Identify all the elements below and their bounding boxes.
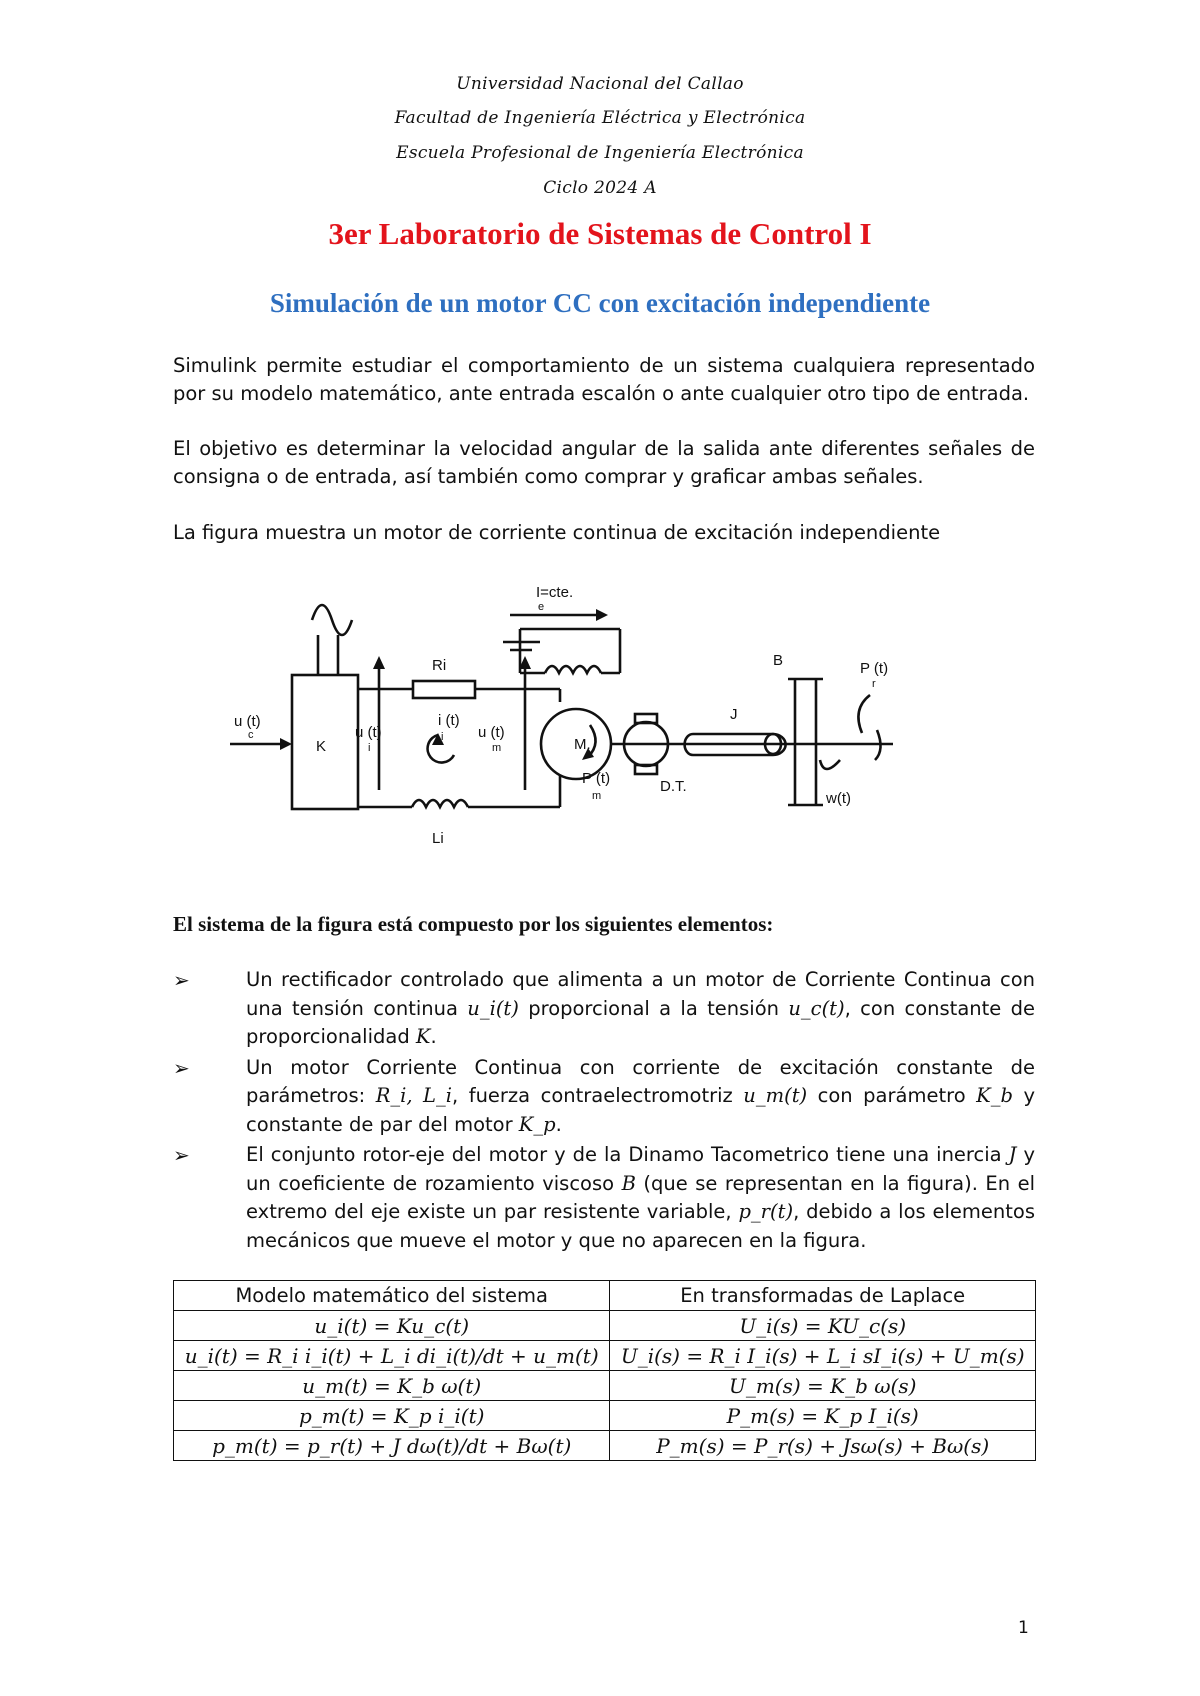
pr-label: P (t) bbox=[860, 660, 889, 677]
math-j: J bbox=[1008, 1143, 1017, 1166]
ie-subscript: e bbox=[538, 601, 545, 613]
arrow-bullet-icon: ➢ bbox=[173, 968, 190, 992]
bullet-text: (que se representan en la figura). En el extremo del eje existe un par resistente variable, bbox=[246, 1171, 1036, 1223]
list-item bbox=[173, 1141, 1035, 1255]
pr-subscript: r bbox=[872, 678, 876, 690]
math-uc: u_c(t) bbox=[788, 996, 845, 1020]
math-um: u_m(t) bbox=[743, 1084, 808, 1107]
inductor-li bbox=[412, 800, 468, 807]
pr-torque-arrow-icon bbox=[858, 695, 870, 733]
column-header-laplace: En transformadas de Laplace bbox=[610, 1281, 1036, 1311]
paragraph-simulink: Simulink permite estudiar el comportamiento de un sistema cualquiera representado por su modelo matemático, ante entrada escalón o ante cualquier otro tipo de entrada. bbox=[173, 354, 1035, 405]
paragraph-objective: El objetivo es determinar la velocidad angular de la salida ante diferentes señales de consigna o de entrada, así también como comprar y graficar ambas señales. bbox=[173, 437, 1035, 488]
w-label: w(t) bbox=[826, 790, 851, 807]
dt-label: D.T. bbox=[660, 778, 687, 795]
ui-label: u (t) bbox=[355, 724, 382, 741]
bullet-text: y constante de par del motor bbox=[246, 1084, 1035, 1136]
j-label: J bbox=[730, 706, 738, 723]
equation-cell: U_i(s) = R_i I_i(s) + L_i sI_i(s) + U_m(s) bbox=[610, 1341, 1036, 1371]
field-winding-icon bbox=[545, 666, 601, 673]
bullet-text: y un coeficiente de rozamiento viscoso bbox=[246, 1143, 1035, 1195]
equation-cell: U_m(s) = K_b ω(s) bbox=[610, 1371, 1036, 1401]
equation-cell: u_i(t) = R_i i_i(t) + L_i di_i(t)/dt + u_m(t) bbox=[174, 1341, 610, 1371]
ii-subscript: i bbox=[441, 731, 444, 743]
omega-arrow-icon bbox=[820, 760, 840, 769]
column-header-time: Modelo matemático del sistema bbox=[174, 1281, 610, 1311]
equation-cell: P_m(s) = P_r(s) + Jsω(s) + Bω(s) bbox=[610, 1431, 1036, 1461]
elements-list bbox=[173, 966, 1035, 1257]
list-item bbox=[173, 1054, 1035, 1140]
equation-cell: U_i(s) = KU_c(s) bbox=[610, 1311, 1036, 1341]
university-name: Universidad Nacional del Callao bbox=[456, 74, 744, 94]
bullet-text: . bbox=[430, 1025, 437, 1048]
list-item bbox=[173, 966, 1035, 1052]
equation-cell: P_m(s) = K_p I_i(s) bbox=[610, 1401, 1036, 1431]
bullet-text: Un rectificador controlado que alimenta a un motor de Corriente Continua con una tensión continua bbox=[246, 968, 1035, 1020]
uc-subscript: c bbox=[248, 729, 254, 741]
arrow-bullet-icon: ➢ bbox=[173, 1143, 190, 1167]
resistor-ri bbox=[413, 681, 475, 698]
rectifier-label: K bbox=[316, 738, 327, 755]
bullet-text: El conjunto rotor-eje del motor y de la Dinamo Tacometrico tiene una inercia bbox=[246, 1143, 1009, 1166]
bullet-text: Un motor Corriente Continua con corriente de excitación constante de parámetros: bbox=[246, 1055, 1035, 1107]
elements-heading: El sistema de la figura está compuesto por los siguientes elementos: bbox=[173, 912, 774, 936]
um-subscript: m bbox=[492, 742, 502, 754]
math-kb: K_b bbox=[976, 1084, 1013, 1107]
equation-cell: u_i(t) = Ku_c(t) bbox=[174, 1311, 610, 1341]
faculty-name: Facultad de Ingeniería Eléctrica y Electrónica bbox=[394, 108, 806, 128]
ie-label: I=cte. bbox=[536, 585, 574, 601]
document-title: 3er Laboratorio de Sistemas de Control I bbox=[328, 216, 872, 251]
dc-motor-diagram bbox=[220, 585, 980, 850]
bullet-text: proporcional a la tensión bbox=[518, 996, 789, 1020]
table-header-row bbox=[174, 1281, 1036, 1311]
ui-subscript: i bbox=[368, 742, 371, 754]
model-equations-table bbox=[173, 1280, 1036, 1461]
cycle-label: Ciclo 2024 A bbox=[543, 178, 657, 198]
b-label: B bbox=[773, 652, 784, 669]
um-label: u (t) bbox=[478, 724, 505, 741]
math-kp: K_p bbox=[518, 1112, 556, 1136]
objective-paragraph bbox=[173, 435, 1035, 491]
ac-source-icon bbox=[312, 605, 352, 635]
table-row bbox=[174, 1401, 1036, 1431]
math-b: B bbox=[621, 1171, 636, 1195]
paragraph-figure-intro: La figura muestra un motor de corriente continua de excitación independiente bbox=[173, 521, 941, 544]
equation-cell: p_m(t) = p_r(t) + J dω(t)/dt + Bω(t) bbox=[174, 1431, 610, 1461]
page-number: 1 bbox=[1018, 1618, 1029, 1638]
math-ri-li: R_i, L_i bbox=[375, 1084, 452, 1107]
bullet-text: , fuerza contraelectromotriz bbox=[452, 1084, 744, 1107]
bullet-text: . bbox=[555, 1112, 562, 1136]
math-pr: p_r(t) bbox=[738, 1200, 794, 1223]
bullet-text: , con constante de proporcionalidad bbox=[246, 996, 1035, 1048]
intro-paragraph bbox=[173, 352, 1035, 408]
school-name: Escuela Profesional de Ingeniería Electrónica bbox=[396, 143, 804, 163]
motor-label: M. bbox=[574, 736, 591, 753]
figure-intro-paragraph bbox=[173, 519, 1035, 547]
table-row bbox=[174, 1431, 1036, 1461]
document-subtitle: Simulación de un motor CC con excitación independiente bbox=[269, 288, 931, 318]
pm-label: P (t) bbox=[582, 770, 611, 787]
li-label: Li bbox=[432, 830, 444, 847]
bullet-text: con parámetro bbox=[807, 1084, 977, 1107]
table-row bbox=[174, 1311, 1036, 1341]
table-row bbox=[174, 1371, 1036, 1401]
table-row bbox=[174, 1341, 1036, 1371]
equation-cell: p_m(t) = K_p i_i(t) bbox=[174, 1401, 610, 1431]
ri-label: Ri bbox=[432, 657, 447, 674]
equation-cell: u_m(t) = K_b ω(t) bbox=[174, 1371, 610, 1401]
arrow-bullet-icon: ➢ bbox=[173, 1055, 190, 1080]
ii-label: i (t) bbox=[438, 712, 460, 729]
bullet-text: , debido a los elementos mecánicos que mueve el motor y que no aparecen en la figura. bbox=[246, 1200, 1035, 1252]
uc-label: u (t) bbox=[234, 713, 261, 730]
math-k: K bbox=[415, 1025, 431, 1048]
friction-bracket-icon bbox=[788, 679, 823, 805]
math-ui: u_i(t) bbox=[467, 996, 519, 1020]
pm-subscript: m bbox=[592, 790, 602, 802]
